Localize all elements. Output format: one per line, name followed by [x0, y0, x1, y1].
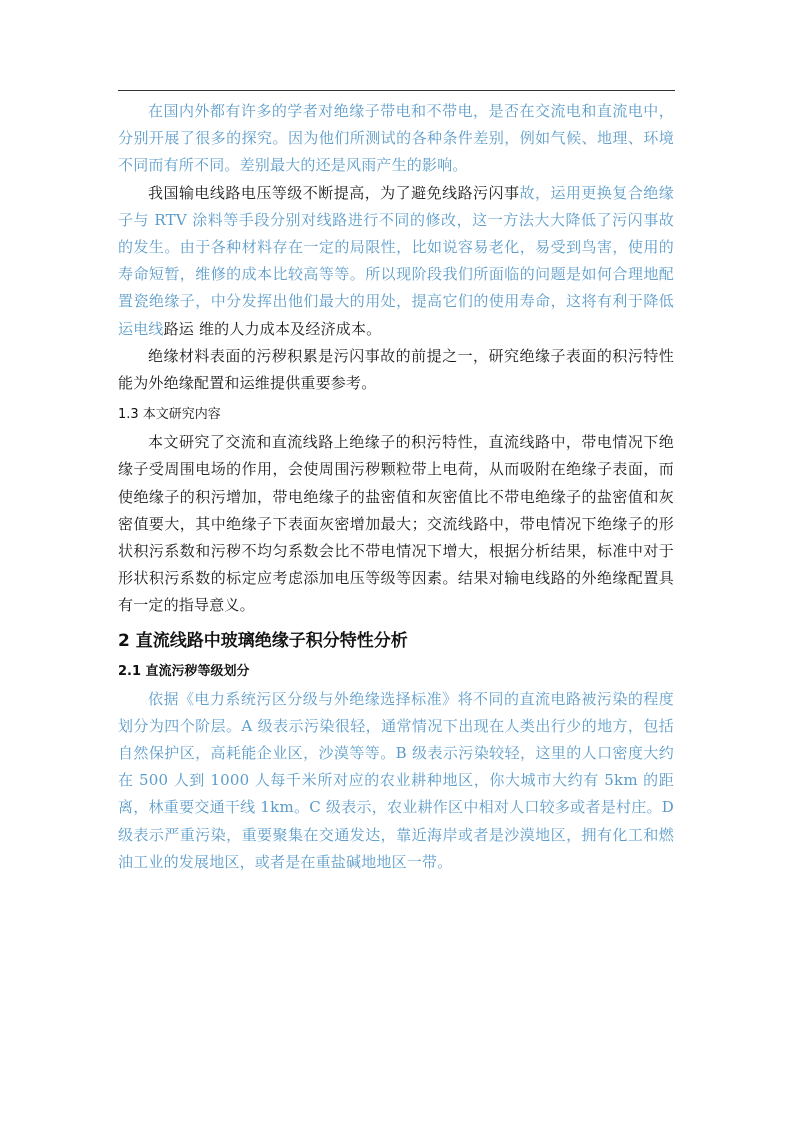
- paragraph-insulation-surface: 绝缘材料表面的污秽积累是污闪事故的前提之一，研究绝缘子表面的积污特性能为外绝缘配置和运维提供重要参考。: [118, 346, 674, 393]
- section-heading-2-1: 2.1 直流污秽等级划分: [118, 663, 250, 679]
- paragraph-research-content: 本文研究了交流和直流线路上绝缘子的积污特性，直流线路中，带电情况下绝缘子受周围电场的作用，会使周围污秽颗粒带上电荷，从而吸附在绝缘子表面，而使绝缘子的积污增加，带电绝缘子的盐密值和灰密值比不带电绝缘子的盐密值和灰密值要大，其中绝缘子下表面灰密增加最大；交流线路中，带电情况下绝缘子的形状积污系数和污秽不均匀系数会比不带电情况下增大，根据分析结果，标准中对于形状积污系数的标定应考虑添加电压等级等因素。结果对输电线路的外绝缘配置具有一定的指导意义。: [118, 433, 674, 615]
- paragraph-pollution-levels: 依据《电力系统污区分级与外绝缘选择标准》将不同的直流电路被污染的程度划分为四个阶层。A 级表示污染很轻，通常情况下出现在人类出行少的地方，包括自然保护区，高耗能企业区，沙漠等等。B 级表示污染较轻，这里的人口密度大约在 500 人到 1000 人每千米所对应的农业耕种地区，你大城市大约有 5km 的距离，林重要交通干线 1km。C 级表示，农业耕作区中相对人口较多或者是村庄。D 级表示严重污染，重要聚集在交通发达，靠近海岸或者是沙漠地区，拥有化工和燃油工业的发展地区，或者是在重盐碱地地区一带。: [118, 689, 674, 871]
- paragraph-segment-blue: 故，运用更换复合绝缘子与 RTV 涂料等手段分别对线路进行不同的修改，这一方法大大降低了污闪事故的发生。由于各种材料存在一定的局限性，比如说容易老化，易受到鸟害，使用的寿命短暂，维修的成本比较高等等。所以现阶段我们所面临的问题是如何合理地配置瓷绝缘子，中分发挥出他们最大的用处，提高它们的使用寿命，这将有利于降低运电线: [118, 183, 674, 338]
- section-heading-1-3: 1.3 本文研究内容: [118, 407, 221, 423]
- header-rule: [118, 90, 675, 91]
- document-body: [118, 98, 674, 876]
- paragraph-segment: 路运 维的人力成本及经济成本。: [163, 319, 382, 338]
- chapter-heading-2: 2 直流线路中玻璃绝缘子积分特性分析: [118, 630, 408, 651]
- paragraph-pollution-flashover: [118, 180, 674, 343]
- paragraph-research-overview: 在国内外都有许多的学者对绝缘子带电和不带电，是否在交流电和直流电中，分别开展了很多的探究。因为他们所测试的各种条件差别，例如气候、地理、环境不同而有所不同。差别最大的还是风雨产生的影响。: [118, 102, 674, 175]
- paragraph-segment: 我国输电线路电压等级不断提高，为了避免线路污闪事: [148, 183, 520, 202]
